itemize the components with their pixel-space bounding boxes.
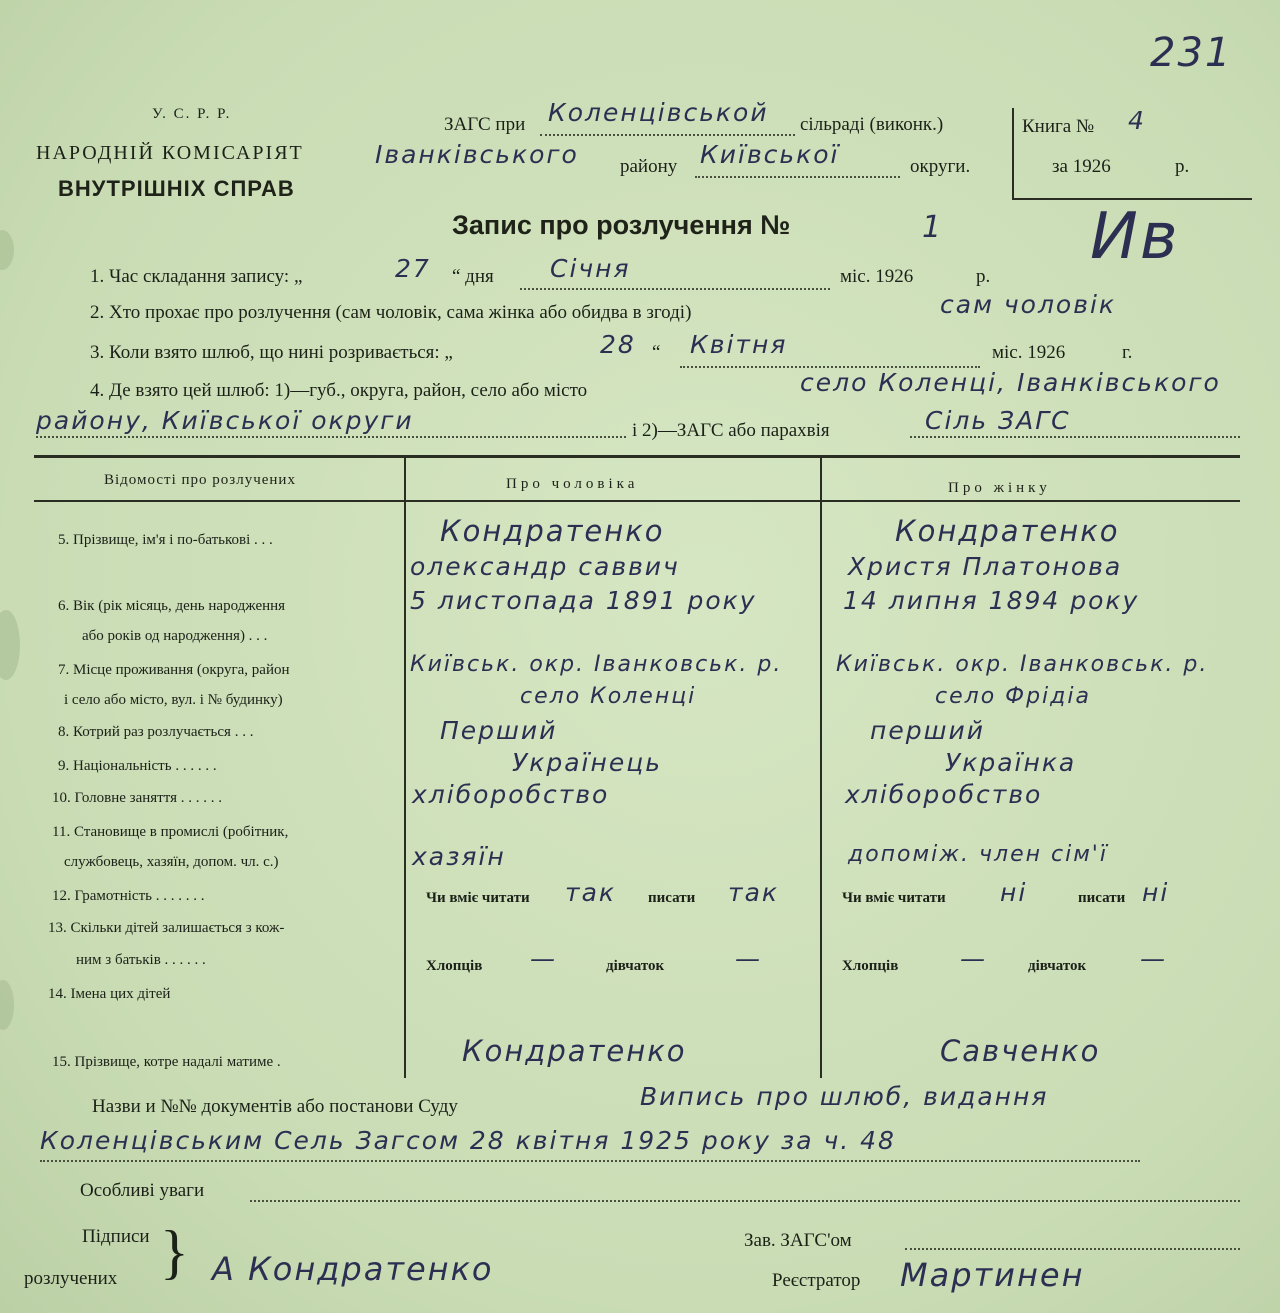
corner-mark-handwritten: Ив — [1090, 200, 1180, 274]
husband-residence-1: Київськ. окр. Іванковськ. р. — [410, 652, 783, 677]
item-1-label: 1. Час складання запису: „ — [90, 266, 303, 287]
district-handwritten: Іванківського — [375, 140, 579, 169]
item-4-zags-label: і 2)—ЗАГС або парахвія — [632, 420, 830, 441]
documents-handwritten-2: Коленцівським Сель Загсом 28 квітня 1925 року за ч. 48 — [40, 1126, 896, 1155]
signatures-label-2: розлучених — [24, 1268, 118, 1289]
item-3-year: міс. 1926 — [992, 342, 1066, 363]
registrar-label: Реєстратор — [772, 1270, 861, 1291]
page-stain — [0, 980, 14, 1030]
husband-divorce-count: Перший — [440, 716, 558, 745]
page-stain — [0, 230, 14, 270]
item-1-mid: “ дня — [452, 266, 494, 287]
document-title: Запис про розлучення № — [452, 210, 791, 240]
item-1-day-handwritten: 27 — [395, 254, 431, 283]
wife-future-surname: Савченко — [940, 1034, 1101, 1068]
page-stain — [0, 610, 20, 680]
wife-surname: Кондратенко — [895, 514, 1120, 548]
husband-write-label: писати — [648, 890, 696, 906]
signatures-label-1: Підписи — [82, 1226, 150, 1247]
column-header-husband: Про чоловіка — [506, 476, 639, 492]
zags-suffix: сільраді (виконк.) — [800, 114, 944, 135]
wife-position: допоміж. член сім'ї — [848, 842, 1108, 867]
husband-girls: — — [735, 944, 762, 973]
book-box-border — [1012, 108, 1014, 198]
row-label-children-names: 14. Імена цих дітей — [48, 986, 171, 1002]
wife-can-read: ні — [1000, 878, 1028, 907]
district-label: району — [620, 156, 678, 177]
item-4-place-handwritten-1: село Коленці, Іванківського — [800, 368, 1221, 397]
item-4-place-handwritten-2: району, Київської округи — [36, 406, 414, 435]
husband-birth-date: 5 листопада 1891 року — [410, 586, 757, 615]
wife-occupation: хліборобство — [845, 780, 1043, 809]
book-year: за 1926 — [1052, 156, 1111, 177]
row-label-occupation: 10. Головне заняття . . . . . . — [52, 790, 222, 806]
wife-write-label: писати — [1078, 890, 1126, 906]
ministry-line-2: ВНУТРІШНІХ СПРАВ — [58, 176, 295, 201]
row-label-residence-cont: і село або місто, вул. і № будинку) — [64, 692, 283, 708]
wife-residence-2: село Фрідіа — [935, 684, 1091, 709]
fill-line — [540, 134, 795, 136]
book-label: Книга № — [1022, 116, 1095, 137]
documents-label: Назви и №№ документів або постанови Суду — [92, 1096, 458, 1117]
husband-given-names: олександр саввич — [410, 552, 680, 581]
registrar-signature: Мартинен — [900, 1256, 1085, 1294]
zags-prefix: ЗАГС при — [444, 114, 526, 135]
husband-read-label: Чи вміє читати — [426, 890, 530, 906]
item-2-label: 2. Хто прохає про розлучення (сам чоловік, сама жінка або обидва в згоді) — [90, 302, 692, 323]
wife-divorce-count: перший — [870, 716, 985, 745]
husband-position: хазяїн — [412, 842, 506, 871]
item-3-day-handwritten: 28 — [600, 330, 636, 359]
item-2-handwritten: сам чоловік — [940, 290, 1116, 319]
husband-girls-label: дівчаток — [606, 958, 665, 974]
item-4-label: 4. Де взято цей шлюб: 1)—губ., округа, район, село або місто — [90, 380, 588, 401]
item-1-month-handwritten: Січня — [550, 254, 631, 283]
row-label-divorce-count: 8. Котрий раз розлучається . . . — [58, 724, 254, 740]
row-label-nationality: 9. Національність . . . . . . — [58, 758, 217, 774]
row-label-age: 6. Вік (рік місяць, день народження — [58, 598, 286, 614]
table-column-divider — [404, 458, 406, 1078]
row-label-children-cont: ним з батьків . . . . . . — [76, 952, 206, 968]
husband-future-surname: Кондратенко — [462, 1034, 687, 1068]
table-header-border — [34, 500, 1240, 502]
item-3-month-handwritten: Квітня — [690, 330, 788, 359]
husband-can-write: так — [728, 878, 779, 907]
wife-nationality: Українка — [945, 748, 1077, 777]
documents-handwritten-1: Випись про шлюб, видання — [640, 1082, 1049, 1111]
fill-line — [40, 1160, 1140, 1162]
book-number-handwritten: 4 — [1128, 106, 1146, 135]
notes-label: Особливі уваги — [80, 1180, 205, 1201]
wife-girls: — — [1140, 944, 1167, 973]
zags-head-label: Зав. ЗАГС'ом — [744, 1230, 852, 1251]
item-3-year-suffix: г. — [1122, 342, 1133, 363]
row-label-children: 13. Скільки дітей залишається з кож- — [48, 920, 285, 936]
item-1-year: міс. 1926 — [840, 266, 914, 287]
wife-read-label: Чи вміє читати — [842, 890, 946, 906]
wife-girls-label: дівчаток — [1028, 958, 1087, 974]
wife-boys-label: Хлопців — [842, 958, 899, 974]
row-label-position: 11. Становище в промислі (робітник, — [52, 824, 289, 840]
okruha-handwritten: Київської — [700, 140, 840, 169]
husband-occupation: хліборобство — [412, 780, 610, 809]
okruha-label: округи. — [910, 156, 971, 177]
husband-residence-2: село Коленці — [520, 684, 697, 709]
fill-line — [910, 436, 1240, 438]
column-header-wife: Про жінку — [948, 480, 1051, 496]
divorcee-signature: А Кондратенко — [212, 1250, 494, 1288]
ussr-label: У. С. Р. Р. — [152, 106, 232, 122]
corner-number-handwritten: 231 — [1150, 30, 1233, 76]
wife-residence-1: Київськ. окр. Іванковськ. р. — [836, 652, 1209, 677]
column-header-info: Відомості про розлучених — [104, 472, 296, 488]
fill-line — [520, 288, 830, 290]
husband-nationality: Українець — [512, 748, 662, 777]
fill-line — [695, 176, 900, 178]
item-3-mid: “ — [652, 342, 661, 363]
book-year-suffix: р. — [1175, 156, 1190, 177]
wife-boys: — — [960, 944, 987, 973]
table-top-border — [34, 455, 1240, 458]
village-council-handwritten: Коленцівськой — [548, 98, 769, 127]
row-label-future-surname: 15. Прізвище, котре надалі матиме . — [52, 1054, 281, 1070]
row-label-age-cont: або років од народження) . . . — [82, 628, 268, 644]
husband-boys: — — [530, 944, 557, 973]
husband-surname: Кондратенко — [440, 514, 665, 548]
row-label-literacy: 12. Грамотність . . . . . . . — [52, 888, 205, 904]
item-4-zags-handwritten: Сіль ЗАГС — [925, 406, 1071, 435]
row-label-residence: 7. Місце проживання (округа, район — [58, 662, 290, 678]
fill-line — [250, 1200, 1240, 1202]
ministry-line-1: НАРОДНІЙ КОМІСАРІЯТ — [36, 142, 304, 164]
fill-line — [905, 1248, 1240, 1250]
record-number-handwritten: 1 — [922, 210, 944, 245]
table-column-divider — [820, 458, 822, 1078]
row-label-surname: 5. Прізвище, ім'я і по-батькові . . . — [58, 532, 273, 548]
wife-can-write: ні — [1142, 878, 1170, 907]
wife-birth-date: 14 липня 1894 року — [843, 586, 1140, 615]
husband-can-read: так — [565, 878, 616, 907]
fill-line — [36, 436, 626, 438]
husband-boys-label: Хлопців — [426, 958, 483, 974]
wife-given-names: Христя Платонова — [848, 552, 1123, 581]
item-1-year-suffix: р. — [976, 266, 991, 287]
row-label-position-cont: службовець, хазяїн, допом. чл. с.) — [64, 854, 279, 870]
item-3-label: 3. Коли взято шлюб, що нині розривається: „ — [90, 342, 453, 363]
brace: } — [160, 1219, 189, 1285]
